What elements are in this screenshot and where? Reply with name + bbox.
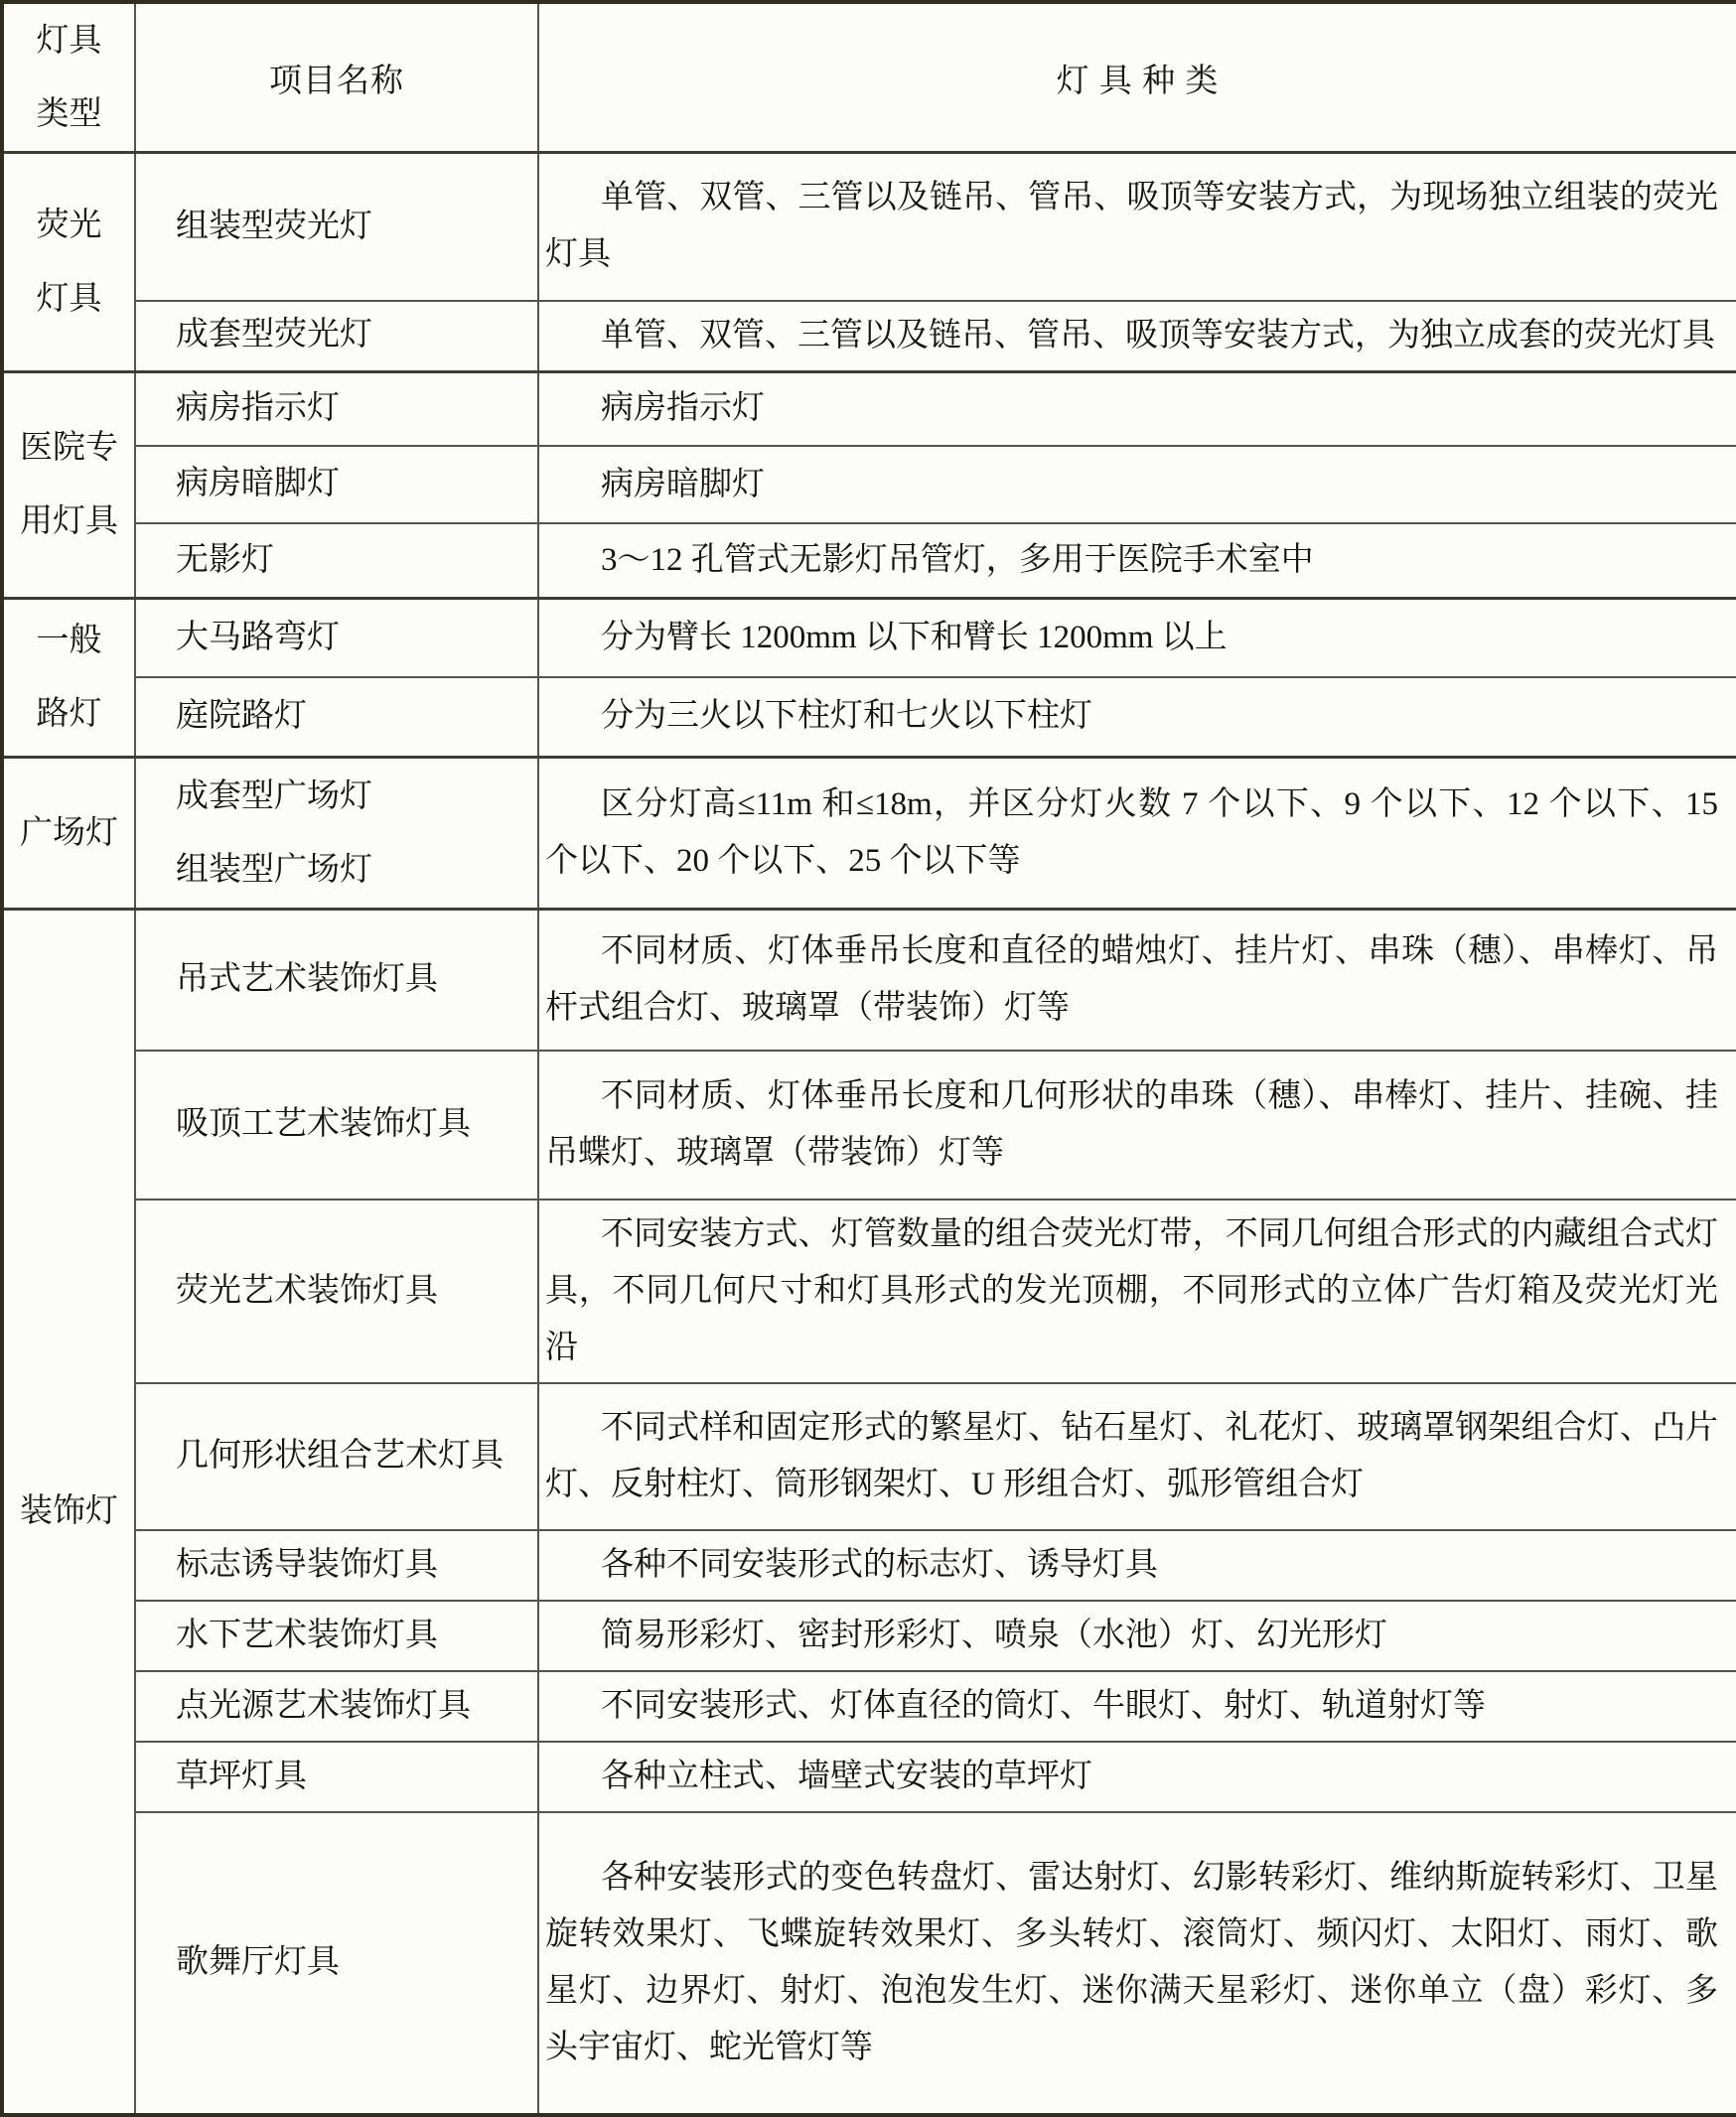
project-cell-underwater-art: 水下艺术装饰灯具 [135,1601,538,1671]
desc-cell-plaza-lamp: 区分灯高≤11m 和≤18m，并区分灯火数 7 个以下、9 个以下、12 个以下、15 个以下、20 个以下、25 个以下等 [538,757,1736,909]
desc-cell-courtyard-lamp: 分为三火以下柱灯和七火以下柱灯 [538,677,1736,757]
row-point-source-art [2,1671,1736,1742]
project-cell-dance-hall-lamp: 歌舞厅灯具 [135,1812,538,2115]
project-cell-hanging-art: 吊式艺术装饰灯具 [135,909,538,1051]
row-courtyard-lamp [2,677,1736,757]
project-cell-ward-footlight: 病房暗脚灯 [135,446,538,523]
project-cell-complete-fluorescent: 成套型荧光灯 [135,301,538,372]
project-cell-shadowless-lamp: 无影灯 [135,523,538,598]
project-cell-point-source-art: 点光源艺术装饰灯具 [135,1671,538,1742]
row-shadowless-lamp [2,523,1736,598]
row-lawn-lamp [2,1742,1736,1812]
row-complete-fluorescent [2,301,1736,372]
row-road-bend-lamp [2,598,1736,677]
project-cell-ward-indicator: 病房指示灯 [135,371,538,446]
desc-cell-complete-fluorescent: 单管、双管、三管以及链吊、管吊、吸顶等安装方式，为独立成套的荧光灯具 [538,301,1736,372]
project-cell-fluorescent-art: 荧光艺术装饰灯具 [135,1200,538,1383]
row-ward-indicator [2,371,1736,446]
project-cell-courtyard-lamp: 庭院路灯 [135,677,538,757]
desc-cell-ceiling-art: 不同材质、灯体垂吊长度和几何形状的串珠（穗）、串棒灯、挂片、挂碗、挂吊蝶灯、玻璃罩（带装饰）灯等 [538,1051,1736,1200]
desc-cell-ward-footlight: 病房暗脚灯 [538,446,1736,523]
project-cell-sign-guide: 标志诱导装饰灯具 [135,1530,538,1601]
project-cell-assembled-fluorescent: 组装型荧光灯 [135,153,538,301]
category-cell-road: 一般 路灯 [2,598,135,757]
desc-cell-road-bend-lamp: 分为臂长 1200mm 以下和臂长 1200mm 以上 [538,598,1736,677]
row-ceiling-art [2,1051,1736,1200]
desc-cell-assembled-fluorescent: 单管、双管、三管以及链吊、管吊、吸顶等安装方式，为现场独立组装的荧光灯具 [538,153,1736,301]
row-sign-guide [2,1530,1736,1601]
row-dance-hall-lamp [2,1812,1736,2115]
category-cell-decorative: 装饰灯 [2,909,135,2115]
row-hanging-art [2,909,1736,1051]
header-lamp-type-line1: 灯具 [36,23,102,59]
row-geometric-art [2,1383,1736,1530]
project-cell-lawn-lamp: 草坪灯具 [135,1742,538,1812]
desc-cell-ward-indicator: 病房指示灯 [538,371,1736,446]
header-project-name: 项目名称 [135,2,538,153]
desc-cell-shadowless-lamp: 3～12 孔管式无影灯吊管灯，多用于医院手术室中 [538,523,1736,598]
row-underwater-art [2,1601,1736,1671]
desc-cell-point-source-art: 不同安装形式、灯体直径的筒灯、牛眼灯、射灯、轨道射灯等 [538,1671,1736,1742]
header-lamp-type [2,2,135,153]
project-cell-plaza-lamp: 成套型广场灯 组装型广场灯 [135,757,538,909]
desc-cell-fluorescent-art: 不同安装方式、灯管数量的组合荧光灯带，不同几何组合形式的内藏组合式灯具，不同几何尺寸和灯具形式的发光顶棚，不同形式的立体广告灯箱及荧光灯光沿 [538,1200,1736,1383]
header-row [2,2,1736,153]
row-plaza-lamp [2,757,1736,909]
category-cell-plaza: 广场灯 [2,757,135,909]
category-cell-fluorescent: 荧光 灯具 [2,153,135,372]
desc-cell-sign-guide: 各种不同安装形式的标志灯、诱导灯具 [538,1530,1736,1601]
row-ward-footlight [2,446,1736,523]
project-cell-ceiling-art: 吸顶工艺术装饰灯具 [135,1051,538,1200]
desc-cell-geometric-art: 不同式样和固定形式的繁星灯、钻石星灯、礼花灯、玻璃罩钢架组合灯、凸片灯、反射柱灯、筒形钢架灯、U 形组合灯、弧形管组合灯 [538,1383,1736,1530]
project-cell-road-bend-lamp: 大马路弯灯 [135,598,538,677]
header-lamp-kind: 灯 具 种 类 [538,2,1736,153]
header-lamp-type-line2: 类型 [36,96,102,132]
desc-cell-dance-hall-lamp: 各种安装形式的变色转盘灯、雷达射灯、幻影转彩灯、维纳斯旋转彩灯、卫星旋转效果灯、飞蝶旋转效果灯、多头转灯、滚筒灯、频闪灯、太阳灯、雨灯、歌星灯、边界灯、射灯、泡泡发生灯、迷你满天星彩灯、迷你单立（盘）彩灯、多头宇宙灯、蛇光管灯等 [538,1812,1736,2115]
desc-cell-hanging-art: 不同材质、灯体垂吊长度和直径的蜡烛灯、挂片灯、串珠（穗）、串棒灯、吊杆式组合灯、玻璃罩（带装饰）灯等 [538,909,1736,1051]
project-cell-geometric-art: 几何形状组合艺术灯具 [135,1383,538,1530]
desc-cell-lawn-lamp: 各种立柱式、墙壁式安装的草坪灯 [538,1742,1736,1812]
category-cell-hospital: 医院专 用灯具 [2,371,135,598]
row-fluorescent-art [2,1200,1736,1383]
desc-cell-underwater-art: 简易形彩灯、密封形彩灯、喷泉（水池）灯、幻光形灯 [538,1601,1736,1671]
row-assembled-fluorescent [2,153,1736,301]
